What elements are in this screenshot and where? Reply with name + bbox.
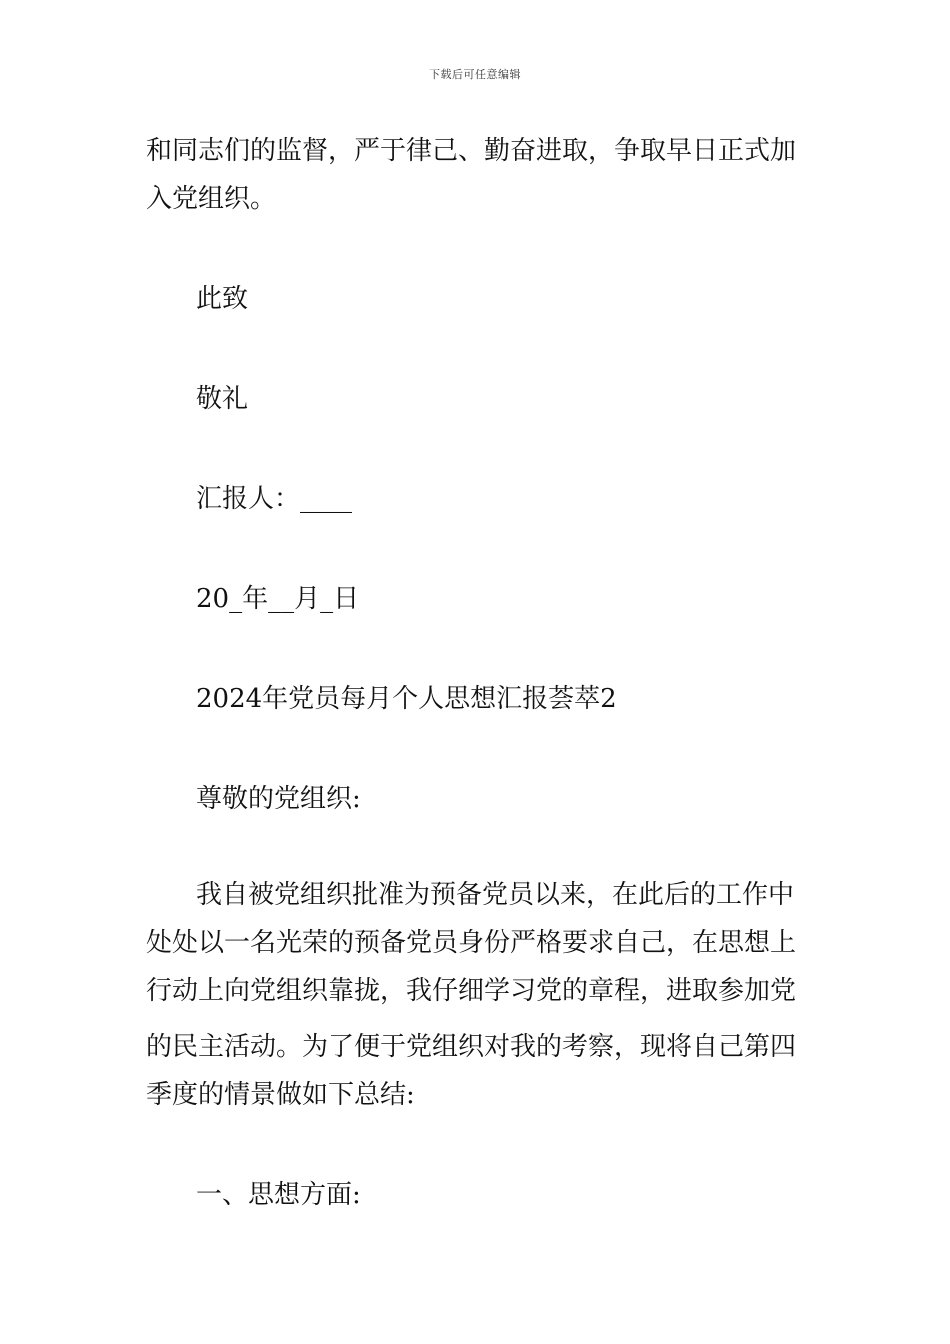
- body-paragraph-line-4: 的民主活动。为了便于党组织对我的考察，现将自己第四: [146, 1032, 797, 1062]
- section-title: 2024年党员每月个人思想汇报荟萃2: [196, 684, 617, 714]
- closing-paragraph-line-2: 入党组织。: [146, 184, 277, 214]
- greeting: 尊敬的党组织:: [196, 784, 361, 814]
- body-paragraph-line-1: 我自被党组织批准为预备党员以来，在此后的工作中: [196, 880, 795, 910]
- salutation-cizhi: 此致: [196, 284, 249, 314]
- date-line: 20_年__月_日: [196, 584, 360, 614]
- closing-paragraph-line-1: 和同志们的监督，严于律己、勤奋进取，争取早日正式加: [146, 136, 797, 166]
- section-heading-thought: 一、思想方面:: [196, 1180, 361, 1210]
- salutation-jingli: 敬礼: [196, 384, 249, 414]
- body-paragraph-line-3: 行动上向党组织靠拢，我仔细学习党的章程，进取参加党: [146, 976, 797, 1006]
- reporter-signature-line: 汇报人：____: [196, 484, 353, 514]
- page-header: 下载后可任意编辑: [429, 68, 521, 81]
- body-paragraph-line-5: 季度的情景做如下总结:: [146, 1080, 415, 1110]
- body-paragraph-line-2: 处处以一名光荣的预备党员身份严格要求自己，在思想上: [146, 928, 797, 958]
